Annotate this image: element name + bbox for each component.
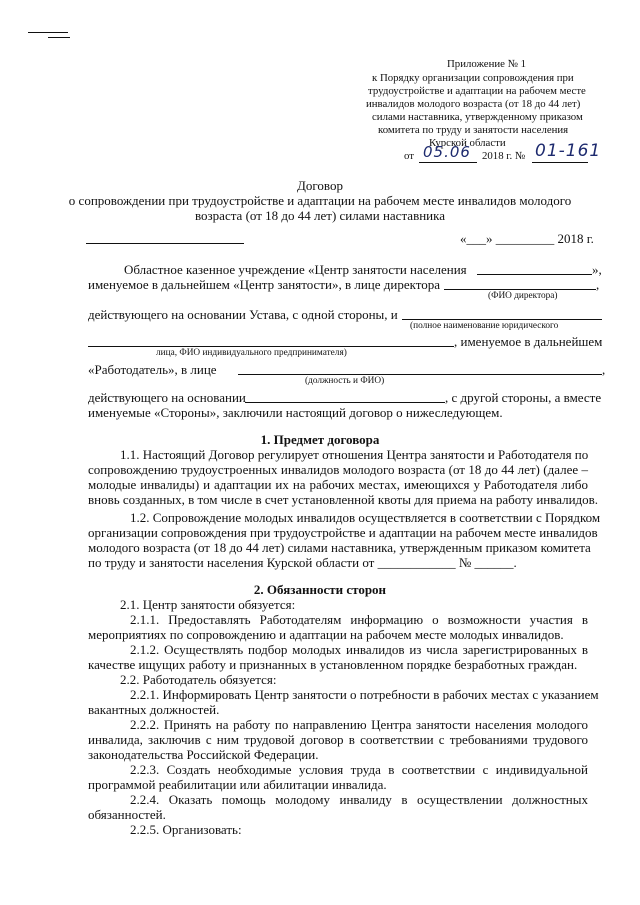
employer-name-field: [402, 319, 602, 320]
paragraph-line: организации сопровождения при трудоустройстве и адаптации на рабочем месте инвалидов: [88, 525, 598, 540]
paragraph-line: инвалида, заключив с ним трудовой договор в соответствии с требованиями трудового: [88, 732, 588, 747]
appendix-date-underline: [419, 162, 477, 163]
preamble-text: именуемые «Стороны», заключили настоящий договор о нижеследующем.: [88, 405, 503, 420]
scan-mark: [48, 37, 70, 38]
place-field: [86, 243, 244, 244]
employer-representative-field: [238, 374, 602, 375]
paragraph-line: 2.2. Работодатель обязуется:: [120, 672, 277, 687]
field-hint: лица, ФИО индивидуального предпринимателя): [156, 348, 347, 358]
paragraph-line: молодого возраста (от 18 до 44 лет) силами наставника, утвержденным приказом комитета: [88, 540, 591, 555]
preamble-text: Областное казенное учреждение «Центр занятости населения: [124, 262, 467, 277]
employer-basis-field: [245, 402, 445, 403]
paragraph-line: вновь созданных, в том числе в счет установленной квоты для приема на работу инвалидов.: [88, 492, 599, 507]
paragraph-line: 2.2.2. Принять на работу по направлению Центра занятости населения молодого: [130, 717, 588, 732]
appendix-date-mid: 2018 г. №: [482, 150, 526, 162]
appendix-line: инвалидов молодого возраста (от 18 до 44 лет): [366, 98, 581, 110]
employer-name-field-2: [88, 346, 454, 347]
paragraph-line: вакантных должностей.: [88, 702, 220, 717]
paragraph-line: по труду и занятости населения Курской области от ____________ № ______.: [88, 555, 517, 570]
paragraph-line: качестве ищущих работу и признанных в установленном порядке безработных граждан.: [88, 657, 578, 672]
handwritten-number: 01-161: [535, 141, 602, 161]
paragraph-line: 2.2.3. Создать необходимые условия труда в соответствии с индивидуальной: [130, 762, 588, 777]
paragraph-line: 2.2.1. Информировать Центр занятости о потребности в рабочих местах с указанием: [130, 687, 599, 702]
paragraph-line: обязанностей.: [88, 807, 166, 822]
appendix-line: к Порядку организации сопровождения при: [372, 72, 574, 84]
preamble-text: , с другой стороны, а вместе: [445, 390, 602, 405]
appendix-line: трудоустройстве и адаптации на рабочем месте: [368, 85, 586, 97]
field-hint: (полное наименование юридического: [410, 321, 559, 331]
preamble-text: действующего на основании: [88, 390, 246, 405]
paragraph-line: 2.1.1. Предоставлять Работодателям информацию о возможности участия в: [130, 612, 588, 627]
director-name-field: [444, 289, 596, 290]
preamble-text: действующего на основании Устава, с одной стороны, и: [88, 307, 398, 322]
handwritten-date: 05.06: [423, 143, 471, 161]
paragraph-line: 2.2.5. Организовать:: [130, 822, 242, 837]
preamble-text: , именуемое в дальнейшем: [454, 334, 603, 349]
paragraph-line: молодые инвалиды) и адаптации их на рабочих местах, имеющихся у Работодателя либо: [88, 477, 588, 492]
scan-mark: [28, 32, 68, 33]
paragraph-line: 1.2. Сопровождение молодых инвалидов осуществляется в соответствии с Порядком: [130, 510, 601, 525]
paragraph-line: сопровождению трудоустроенных инвалидов молодого возраста (от 18 до 44 лет) (далее –: [88, 462, 588, 477]
contract-date: «___» _________ 2018 г.: [460, 231, 594, 246]
paragraph-line: 2.1.2. Осуществлять подбор молодых инвалидов из числа зарегистрированных в: [130, 642, 588, 657]
employment-center-name-field: [477, 274, 592, 275]
preamble-text: именуемое в дальнейшем «Центр занятости», в лице директора: [88, 277, 441, 292]
paragraph-line: программой реабилитации или абилитации инвалида.: [88, 777, 387, 792]
paragraph-line: законодательства Российской Федерации.: [88, 747, 319, 762]
appendix-title: Приложение № 1: [447, 58, 527, 70]
appendix-line: комитета по труду и занятости населения: [378, 124, 569, 136]
section-heading: 2. Обязанности сторон: [253, 582, 387, 597]
preamble-text: »,: [592, 262, 602, 277]
paragraph-line: 2.1. Центр занятости обязуется:: [120, 597, 296, 612]
paragraph-line: 2.2.4. Оказать помощь молодому инвалиду в осуществлении должностных: [130, 792, 588, 807]
preamble-text: ,: [602, 362, 606, 377]
document-title: Договор: [297, 178, 343, 193]
preamble-text: ,: [596, 277, 600, 292]
preamble-text: «Работодатель», в лице: [88, 362, 217, 377]
appendix-date-prefix: от: [404, 150, 414, 162]
field-hint: (должность и ФИО): [305, 376, 385, 386]
section-heading: 1. Предмет договора: [260, 432, 380, 447]
appendix-line: силами наставника, утвержденному приказом: [372, 111, 583, 123]
field-hint: (ФИО директора): [488, 291, 558, 301]
document-subtitle: о сопровождении при трудоустройстве и адаптации на рабочем месте инвалидов молодого: [68, 193, 572, 208]
paragraph-line: мероприятиях по сопровождению и адаптации на рабочем месте молодых инвалидов.: [88, 627, 564, 642]
paragraph-line: 1.1. Настоящий Договор регулирует отношения Центра занятости и Работодателя по: [120, 447, 589, 462]
appendix-line: Курской области: [429, 137, 506, 149]
appendix-number-underline: [532, 162, 588, 163]
document-subtitle: возраста (от 18 до 44 лет) силами наставника: [194, 208, 446, 223]
